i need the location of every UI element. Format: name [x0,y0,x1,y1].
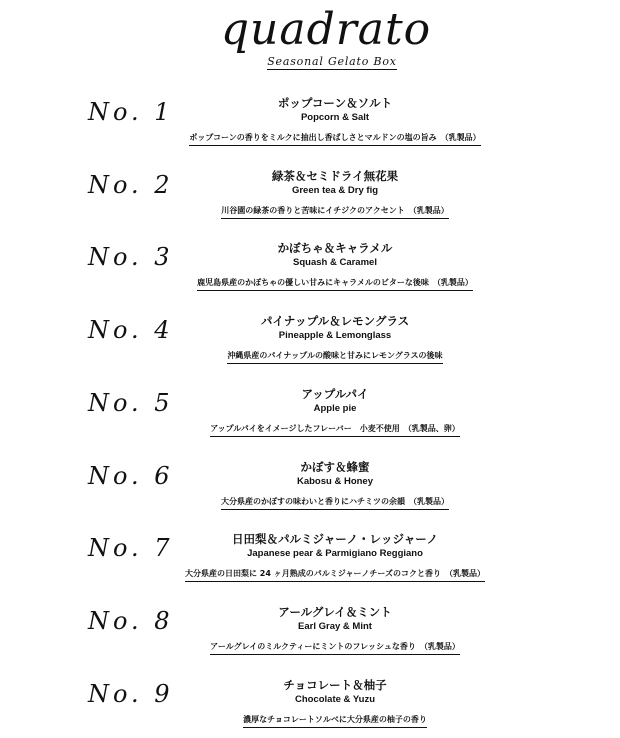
item-number: No. 2 [88,171,174,199]
item-name-jp: パイナップル＆レモングラス [260,314,410,328]
menu-item-6 [0,460,620,520]
item-description: 大分県産のかぼすの味わいと香りにハチミツの余韻 （乳製品） [221,495,449,510]
item-name-jp: アップルパイ [301,387,369,401]
item-name-jp: 日田梨＆パルミジャーノ・レッジャーノ [232,532,438,546]
item-name-en: Kabosu & Honey [296,476,373,487]
menu-item-3 [0,241,620,301]
menu-item-5 [0,387,620,447]
menu-item-8 [0,605,620,665]
item-number: No. 7 [88,534,174,562]
item-name-jp: ポップコーン＆ソルト [277,96,393,110]
item-name-jp: かぼちゃ＆キャラメル [277,241,393,255]
item-name-jp: かぼす＆蜂蜜 [300,460,370,474]
item-number: No. 5 [88,389,174,417]
brand-subtitle: Seasonal Gelato Box [267,55,397,68]
item-number: No. 3 [88,243,174,271]
item-description: 濃厚なチョコレートソルベに大分県産の柚子の香り [243,713,427,728]
item-name-en: Pineapple & Lemonglass [278,330,392,341]
item-name-en: Japanese pear & Parmigiano Reggiano [247,548,423,559]
item-name-jp: 緑茶＆セミドライ無花果 [271,169,399,183]
item-number: No. 8 [88,607,174,635]
item-number: No. 4 [88,316,174,344]
item-description: ポップコーンの香りをミルクに抽出し香ばしさとマルドンの塩の旨み （乳製品） [189,131,480,146]
menu-item-9 [0,678,620,738]
menu-header [0,4,620,76]
item-name-en: Earl Gray & Mint [298,621,372,632]
item-description: 川谷園の緑茶の香りと苦味にイチジクのアクセント （乳製品） [221,204,448,219]
menu-item-4 [0,314,620,374]
item-number: No. 6 [88,462,174,490]
item-description: 大分県産の日田梨に 24 ヶ月熟成のパルミジャーノチーズのコクと香り （乳製品） [185,567,485,582]
item-name-jp: チョコレート＆柚子 [283,678,387,692]
item-name-en: Chocolate & Yuzu [294,694,376,705]
brand-logo: quadrato [220,4,432,55]
item-description: アールグレイのミルクティーにミントのフレッシュな香り （乳製品） [210,640,460,655]
item-description: 沖縄県産のパイナップルの酸味と甘みにレモングラスの後味 [227,349,442,364]
menu-item-1 [0,96,620,156]
item-number: No. 1 [88,98,174,126]
item-description: アップルパイをイメージしたフレーバー 小麦不使用 （乳製品、卵） [210,422,460,437]
item-name-en: Squash & Caramel [293,257,377,268]
item-description: 鹿児島県産のかぼちゃの優しい甘みにキャラメルのビターな後味 （乳製品） [197,276,473,291]
item-name-en: Apple pie [313,403,357,414]
item-name-jp: アールグレイ＆ミント [278,605,392,619]
menu-item-2 [0,169,620,229]
item-number: No. 9 [88,680,174,708]
item-name-en: Green tea & Dry fig [291,185,379,196]
menu-item-7 [0,532,620,592]
item-name-en: Popcorn & Salt [300,112,370,123]
